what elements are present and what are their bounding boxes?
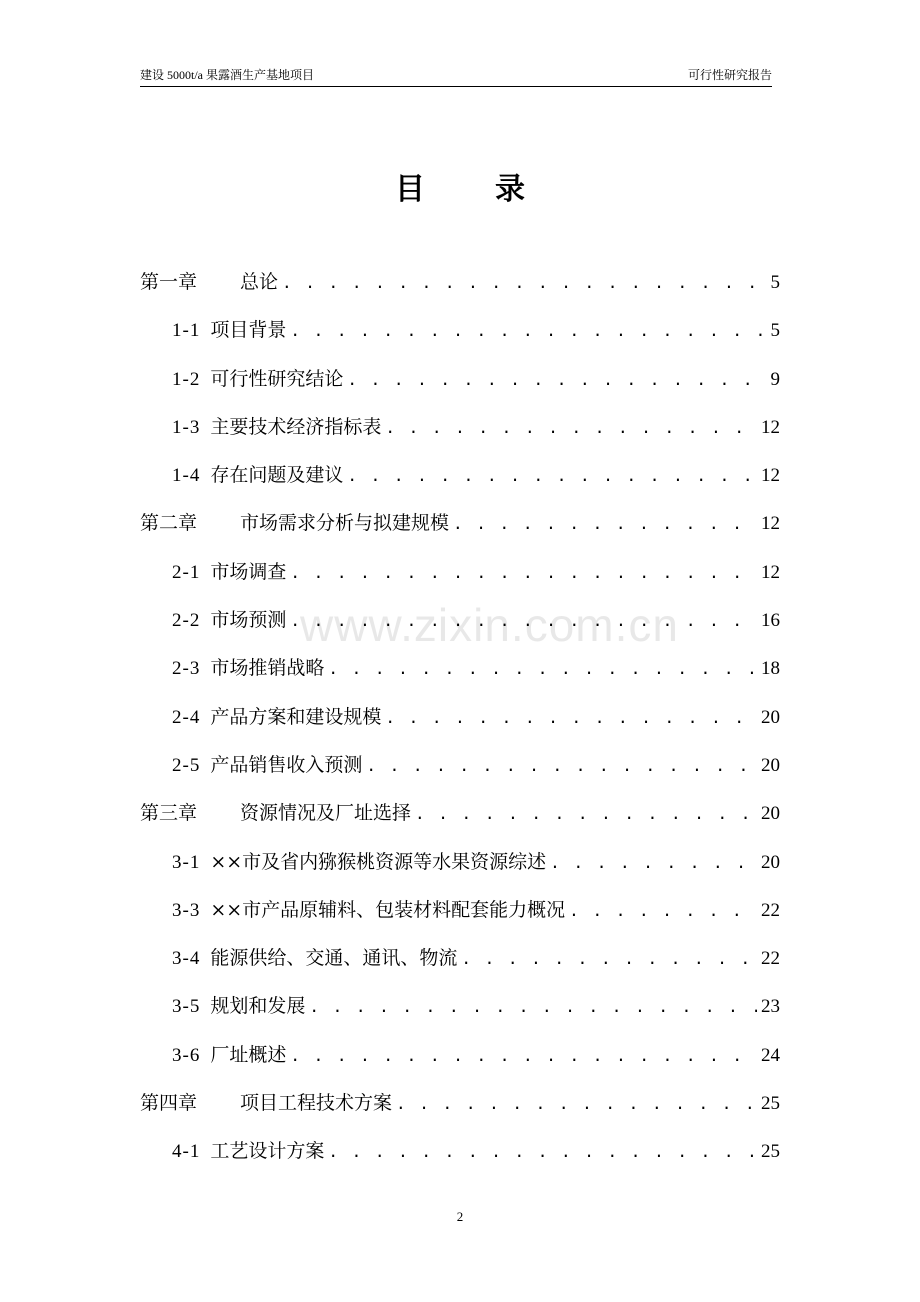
toc-section-number: 4-1 (172, 1141, 201, 1163)
toc-entry-title: 总论 (240, 271, 279, 293)
toc-section-number: 1-4 (172, 465, 201, 487)
toc-entry-title: 项目工程技术方案 (240, 1092, 393, 1115)
toc-section-entry[interactable] (140, 403, 780, 451)
header-project-title: 建设 5000t/a 果露酒生产基地项目 (140, 68, 314, 82)
toc-dot-leader (347, 452, 757, 500)
toc-entry-title: 可行性研究结论 (210, 367, 344, 390)
toc-page-number: 5 (770, 320, 780, 342)
toc-entry-title: 产品方案和建设规模 (210, 705, 382, 728)
toc-page-number: 12 (761, 465, 780, 487)
toc-page-number: 12 (761, 561, 780, 583)
table-of-contents (140, 258, 780, 1176)
toc-page-number: 12 (761, 416, 780, 438)
toc-entry-title: 能源供给、交通、通讯、物流 (210, 947, 458, 970)
toc-dot-leader (290, 307, 766, 355)
toc-dot-leader (328, 1128, 757, 1176)
toc-dot-leader (569, 887, 757, 935)
toc-chapter-entry[interactable] (140, 258, 780, 306)
toc-section-entry[interactable] (140, 982, 780, 1030)
page-header (140, 66, 772, 86)
toc-section-number: 3-4 (172, 948, 201, 970)
toc-chapter-entry[interactable] (140, 789, 780, 837)
toc-entry-title: 市场需求分析与拟建规模 (240, 512, 450, 535)
toc-dot-leader (282, 259, 766, 307)
page-number: 2 (456, 1209, 464, 1224)
toc-dot-leader (415, 790, 757, 838)
toc-section-entry[interactable] (140, 741, 780, 789)
toc-page-number: 16 (761, 610, 780, 632)
toc-dot-leader (550, 839, 757, 887)
toc-entry-title: 资源情况及厂址选择 (240, 802, 412, 825)
toc-section-entry[interactable] (140, 886, 780, 934)
toc-chapter-label: 第四章 (140, 1092, 198, 1115)
toc-page-number: 9 (770, 368, 780, 390)
toc-chapter-entry[interactable] (140, 499, 780, 547)
toc-entry-title: 规划和发展 (210, 995, 306, 1018)
watermark: www.zixin.com.cn (300, 599, 679, 651)
toc-section-entry[interactable] (140, 355, 780, 403)
toc-dot-leader (290, 1032, 757, 1080)
toc-page-number: 12 (761, 513, 780, 535)
toc-section-entry[interactable] (140, 838, 780, 886)
toc-page-number: 5 (770, 272, 780, 293)
toc-dot-leader (290, 549, 757, 597)
toc-entry-title: 工艺设计方案 (210, 1140, 325, 1163)
toc-dot-leader (328, 645, 757, 693)
toc-page-number: 24 (761, 1044, 780, 1066)
toc-dot-leader (453, 500, 757, 548)
toc-chapter-label: 第一章 (140, 271, 198, 293)
toc-dot-leader (396, 1080, 757, 1128)
toc-entry-title: ××市产品原辅料、包装材料配套能力概况 (210, 898, 566, 921)
toc-chapter-label: 第三章 (140, 802, 198, 825)
toc-entry-title: ××市及省内猕猴桃资源等水果资源综述 (210, 850, 547, 873)
toc-section-number: 1-3 (172, 416, 201, 438)
toc-section-entry[interactable] (140, 1031, 780, 1079)
toc-section-entry[interactable] (140, 548, 780, 596)
toc-section-entry[interactable] (140, 934, 780, 982)
toc-page-number: 20 (761, 706, 780, 728)
toc-dot-leader (309, 983, 757, 1031)
toc-entry-title: 市场调查 (210, 560, 287, 583)
toc-page-number: 22 (761, 899, 780, 921)
toc-section-entry[interactable] (140, 306, 780, 354)
toc-page-number: 25 (761, 1141, 780, 1163)
toc-section-number: 3-1 (172, 851, 201, 873)
header-report-type: 可行性研究报告 (687, 68, 772, 82)
toc-section-entry[interactable] (140, 451, 780, 499)
toc-section-number: 2-2 (172, 610, 201, 632)
toc-entry-title: 存在问题及建议 (210, 464, 344, 487)
toc-section-number: 2-5 (172, 754, 201, 776)
page-title: 目录 (395, 172, 595, 207)
toc-section-number: 2-1 (172, 561, 201, 583)
toc-section-number: 1-2 (172, 368, 201, 390)
toc-section-number: 2-4 (172, 706, 201, 728)
toc-page-number: 22 (761, 948, 780, 970)
header-divider (140, 86, 772, 87)
toc-section-number: 3-6 (172, 1044, 201, 1066)
toc-page-number: 20 (761, 851, 780, 873)
toc-section-number: 3-3 (172, 899, 201, 921)
toc-chapter-entry[interactable] (140, 1079, 780, 1127)
toc-page-number: 18 (761, 658, 780, 680)
toc-dot-leader (385, 404, 757, 452)
toc-page-number: 20 (761, 754, 780, 776)
toc-section-number: 2-3 (172, 658, 201, 680)
toc-dot-leader (461, 935, 757, 983)
toc-entry-title: 厂址概述 (210, 1043, 287, 1066)
toc-section-entry[interactable] (140, 1127, 780, 1175)
toc-dot-leader (385, 694, 757, 742)
toc-entry-title: 项目背景 (210, 319, 287, 342)
toc-page-number: 20 (761, 803, 780, 825)
toc-entry-title: 产品销售收入预测 (210, 753, 363, 776)
toc-section-entry[interactable] (140, 693, 780, 741)
toc-page-number: 23 (761, 996, 780, 1018)
toc-dot-leader (347, 356, 766, 404)
toc-entry-title: 主要技术经济指标表 (210, 415, 382, 438)
toc-entry-title: 市场预测 (210, 609, 287, 632)
toc-entry-title: 市场推销战略 (210, 657, 325, 680)
toc-section-number: 3-5 (172, 996, 201, 1018)
toc-dot-leader (366, 742, 757, 790)
toc-section-number: 1-1 (172, 320, 201, 342)
toc-page-number: 25 (761, 1093, 780, 1115)
toc-chapter-label: 第二章 (140, 512, 198, 535)
